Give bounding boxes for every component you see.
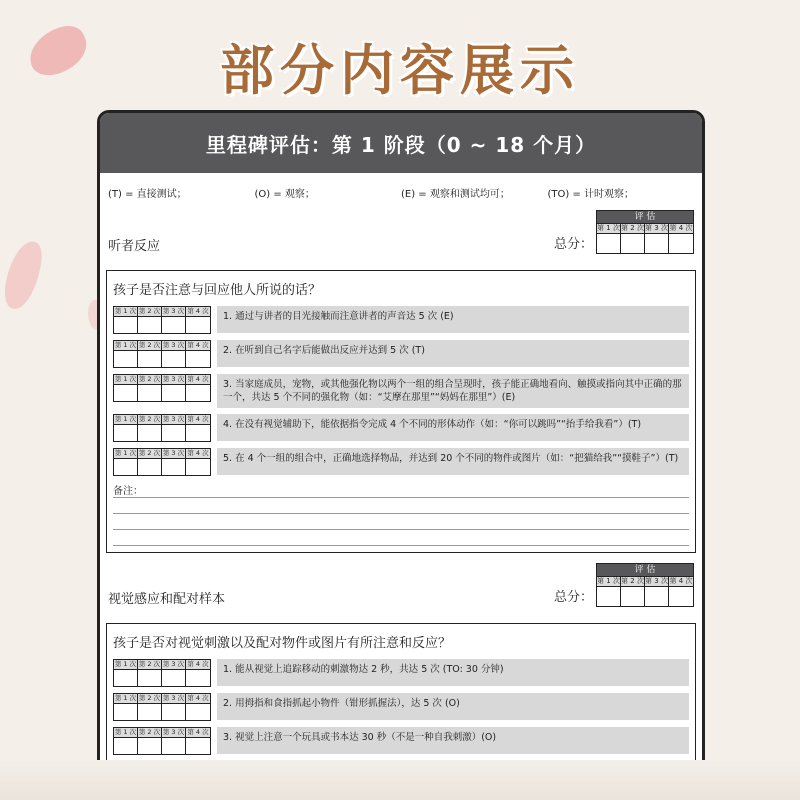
assessment-item	[113, 727, 689, 755]
attempt-header: 第 2 次	[138, 694, 161, 702]
assessment-item	[113, 306, 689, 334]
attempt-header: 第 2 次	[138, 375, 161, 383]
question-title: 孩子是否对视觉刺激以及配对物件或图片有所注意和反应？	[113, 636, 452, 651]
evaluation-grid	[596, 210, 694, 254]
attempt-header: 第 3 次	[162, 415, 185, 423]
section-header	[100, 200, 702, 260]
attempt-cell[interactable]	[138, 350, 162, 367]
score-cell[interactable]	[621, 586, 645, 606]
legend-item: (TO) = 计时观察；	[547, 189, 635, 200]
attempt-cell[interactable]	[138, 669, 162, 686]
item-text: 3. 当家庭成员，宠物，或其他强化物以两个一组的组合呈现时，孩子能正确地看向、触摸或指向其中正确的那一个，共达 5 个不同的强化物（如：“艾摩在那里”“妈妈在那里”）(E)	[217, 374, 689, 408]
legend	[100, 173, 702, 200]
attempt-header: 第 3 次	[162, 449, 185, 457]
item-text: 1. 通过与讲者的目光接触而注意讲者的声音达 5 次 (E)	[217, 306, 689, 333]
attempt-header: 第 4 次	[187, 449, 209, 457]
attempt-cell[interactable]	[186, 316, 210, 333]
attempt-cell[interactable]	[114, 703, 138, 720]
evaluation-grid	[596, 563, 694, 607]
attempt-cell[interactable]	[162, 458, 186, 475]
attempt-header: 第 1 次	[114, 694, 137, 702]
attempt-cell[interactable]	[138, 424, 162, 441]
attempt-grid	[113, 306, 211, 334]
section-header	[100, 553, 702, 613]
banner-title: 部分内容展示	[220, 39, 580, 102]
question-title: 孩子是否注意与回应他人所说的话？	[113, 283, 322, 298]
attempt-grid	[113, 659, 211, 687]
legend-item: (O) = 观察；	[254, 189, 315, 200]
attempt-header: 第 1 次	[114, 341, 137, 349]
attempt-header: 第 1 次	[114, 375, 137, 383]
assessment-item	[113, 448, 689, 476]
attempt-cell[interactable]	[186, 424, 210, 441]
attempt-header: 第 3 次	[162, 375, 185, 383]
attempt-cell[interactable]	[114, 316, 138, 333]
attempt-header: 第 2 次	[138, 341, 161, 349]
attempt-cell[interactable]	[114, 458, 138, 475]
attempt-header: 第 4 次	[669, 224, 693, 232]
attempt-header: 第 3 次	[645, 224, 668, 232]
item-text: 3. 视觉上注意一个玩具或书本达 30 秒（不是一种自我刺激）(O)	[217, 727, 689, 754]
attempt-cell[interactable]	[162, 316, 186, 333]
assessment-item	[113, 693, 689, 721]
attempt-cell[interactable]	[114, 350, 138, 367]
attempt-header: 第 4 次	[187, 307, 209, 315]
attempt-header: 第 3 次	[162, 728, 185, 736]
item-text: 5. 在 4 个一组的组合中，正确地选择物品，并达到 20 个不同的物件或图片（如：“把猫给我”“摸鞋子”）(T)	[217, 448, 689, 475]
attempt-cell[interactable]	[138, 458, 162, 475]
attempt-header: 第 2 次	[138, 728, 161, 736]
question-box	[106, 623, 696, 768]
attempt-header: 第 1 次	[114, 660, 137, 668]
attempt-cell[interactable]	[114, 737, 138, 754]
attempt-cell[interactable]	[114, 424, 138, 441]
attempt-cell[interactable]	[186, 737, 210, 754]
attempt-cell[interactable]	[114, 384, 138, 401]
score-cell[interactable]	[597, 586, 621, 606]
score-cell[interactable]	[621, 233, 645, 253]
attempt-cell[interactable]	[138, 316, 162, 333]
assessment-item	[113, 414, 689, 442]
attempt-header: 第 3 次	[162, 694, 185, 702]
score-cell[interactable]	[645, 586, 669, 606]
item-text: 2. 用拇指和食指抓起小物件（钳形抓握法），达 5 次 (O)	[217, 693, 689, 720]
attempt-header: 第 4 次	[187, 694, 209, 702]
attempt-cell[interactable]	[162, 424, 186, 441]
petal-decoration	[0, 237, 47, 312]
attempt-cell[interactable]	[186, 703, 210, 720]
attempt-header: 第 1 次	[114, 307, 137, 315]
attempt-header: 第 1 次	[114, 728, 137, 736]
note-line[interactable]	[113, 530, 689, 546]
section-title: 视觉感应和配对样本	[108, 592, 226, 607]
item-text: 2. 在听到自己名字后能做出反应并达到 5 次 (T)	[217, 340, 689, 367]
attempt-cell[interactable]	[162, 737, 186, 754]
attempt-grid	[113, 340, 211, 368]
attempt-cell[interactable]	[138, 384, 162, 401]
attempt-cell[interactable]	[186, 669, 210, 686]
item-text: 4. 在没有视觉辅助下，能依据指令完成 4 个不同的形体动作（如：“你可以跳吗”“抬手给我看”）(T)	[217, 414, 689, 441]
attempt-grid	[113, 374, 211, 402]
attempt-header: 第 2 次	[621, 224, 644, 232]
total-score	[554, 563, 694, 607]
attempt-grid	[113, 448, 211, 476]
score-cell[interactable]	[645, 233, 669, 253]
attempt-header: 第 3 次	[162, 307, 185, 315]
attempt-grid	[113, 414, 211, 442]
attempt-cell[interactable]	[162, 703, 186, 720]
total-label: 总分：	[553, 237, 593, 252]
score-cell[interactable]	[669, 233, 693, 253]
bottom-decoration	[0, 760, 800, 800]
attempt-cell[interactable]	[162, 384, 186, 401]
notes-area[interactable]	[113, 482, 689, 546]
attempt-header: 第 1 次	[114, 415, 137, 423]
attempt-grid	[113, 727, 211, 755]
note-line[interactable]	[113, 514, 689, 530]
legend-item: (E) = 观察和测试均可；	[401, 189, 510, 200]
attempt-header: 第 3 次	[162, 341, 185, 349]
attempt-header: 第 2 次	[138, 415, 161, 423]
assessment-item	[113, 659, 689, 687]
score-cell[interactable]	[669, 586, 693, 606]
question-box	[106, 270, 696, 553]
assessment-sheet	[97, 110, 705, 772]
sheet-title: 里程碑评估：第 1 阶段（0 ~ 18 个月）	[100, 113, 702, 173]
notes-label: 备注：	[113, 486, 143, 497]
section-title: 听者反应	[108, 239, 161, 254]
attempt-header: 第 1 次	[114, 449, 137, 457]
attempt-header: 第 4 次	[669, 577, 693, 585]
evaluation-title: 评 估	[597, 564, 693, 577]
attempt-cell[interactable]	[138, 737, 162, 754]
attempt-grid	[113, 693, 211, 721]
score-cell[interactable]	[597, 233, 621, 253]
attempt-header: 第 1 次	[597, 224, 620, 232]
attempt-cell[interactable]	[162, 669, 186, 686]
attempt-header: 第 1 次	[597, 577, 620, 585]
attempt-header: 第 4 次	[187, 341, 209, 349]
attempt-cell[interactable]	[186, 384, 210, 401]
total-score	[554, 210, 694, 254]
item-text: 1. 能从视觉上追踪移动的刺激物达 2 秒，共达 5 次 (TO: 30 分钟)	[217, 659, 689, 686]
note-line[interactable]	[113, 498, 689, 514]
attempt-header: 第 2 次	[138, 307, 161, 315]
assessment-item	[113, 374, 689, 408]
attempt-header: 第 4 次	[187, 375, 209, 383]
attempt-header: 第 2 次	[621, 577, 644, 585]
attempt-header: 第 2 次	[138, 449, 161, 457]
attempt-cell[interactable]	[186, 350, 210, 367]
attempt-header: 第 4 次	[187, 415, 209, 423]
attempt-cell[interactable]	[138, 703, 162, 720]
legend-item: (T) = 直接测试；	[108, 189, 187, 200]
attempt-header: 第 2 次	[138, 660, 161, 668]
evaluation-title: 评 估	[597, 211, 693, 224]
attempt-header: 第 4 次	[187, 660, 209, 668]
attempt-header: 第 3 次	[162, 660, 185, 668]
attempt-header: 第 4 次	[187, 728, 209, 736]
total-label: 总分：	[553, 590, 593, 605]
attempt-cell[interactable]	[162, 350, 186, 367]
attempt-header: 第 3 次	[645, 577, 668, 585]
attempt-cell[interactable]	[186, 458, 210, 475]
assessment-item	[113, 340, 689, 368]
attempt-cell[interactable]	[114, 669, 138, 686]
